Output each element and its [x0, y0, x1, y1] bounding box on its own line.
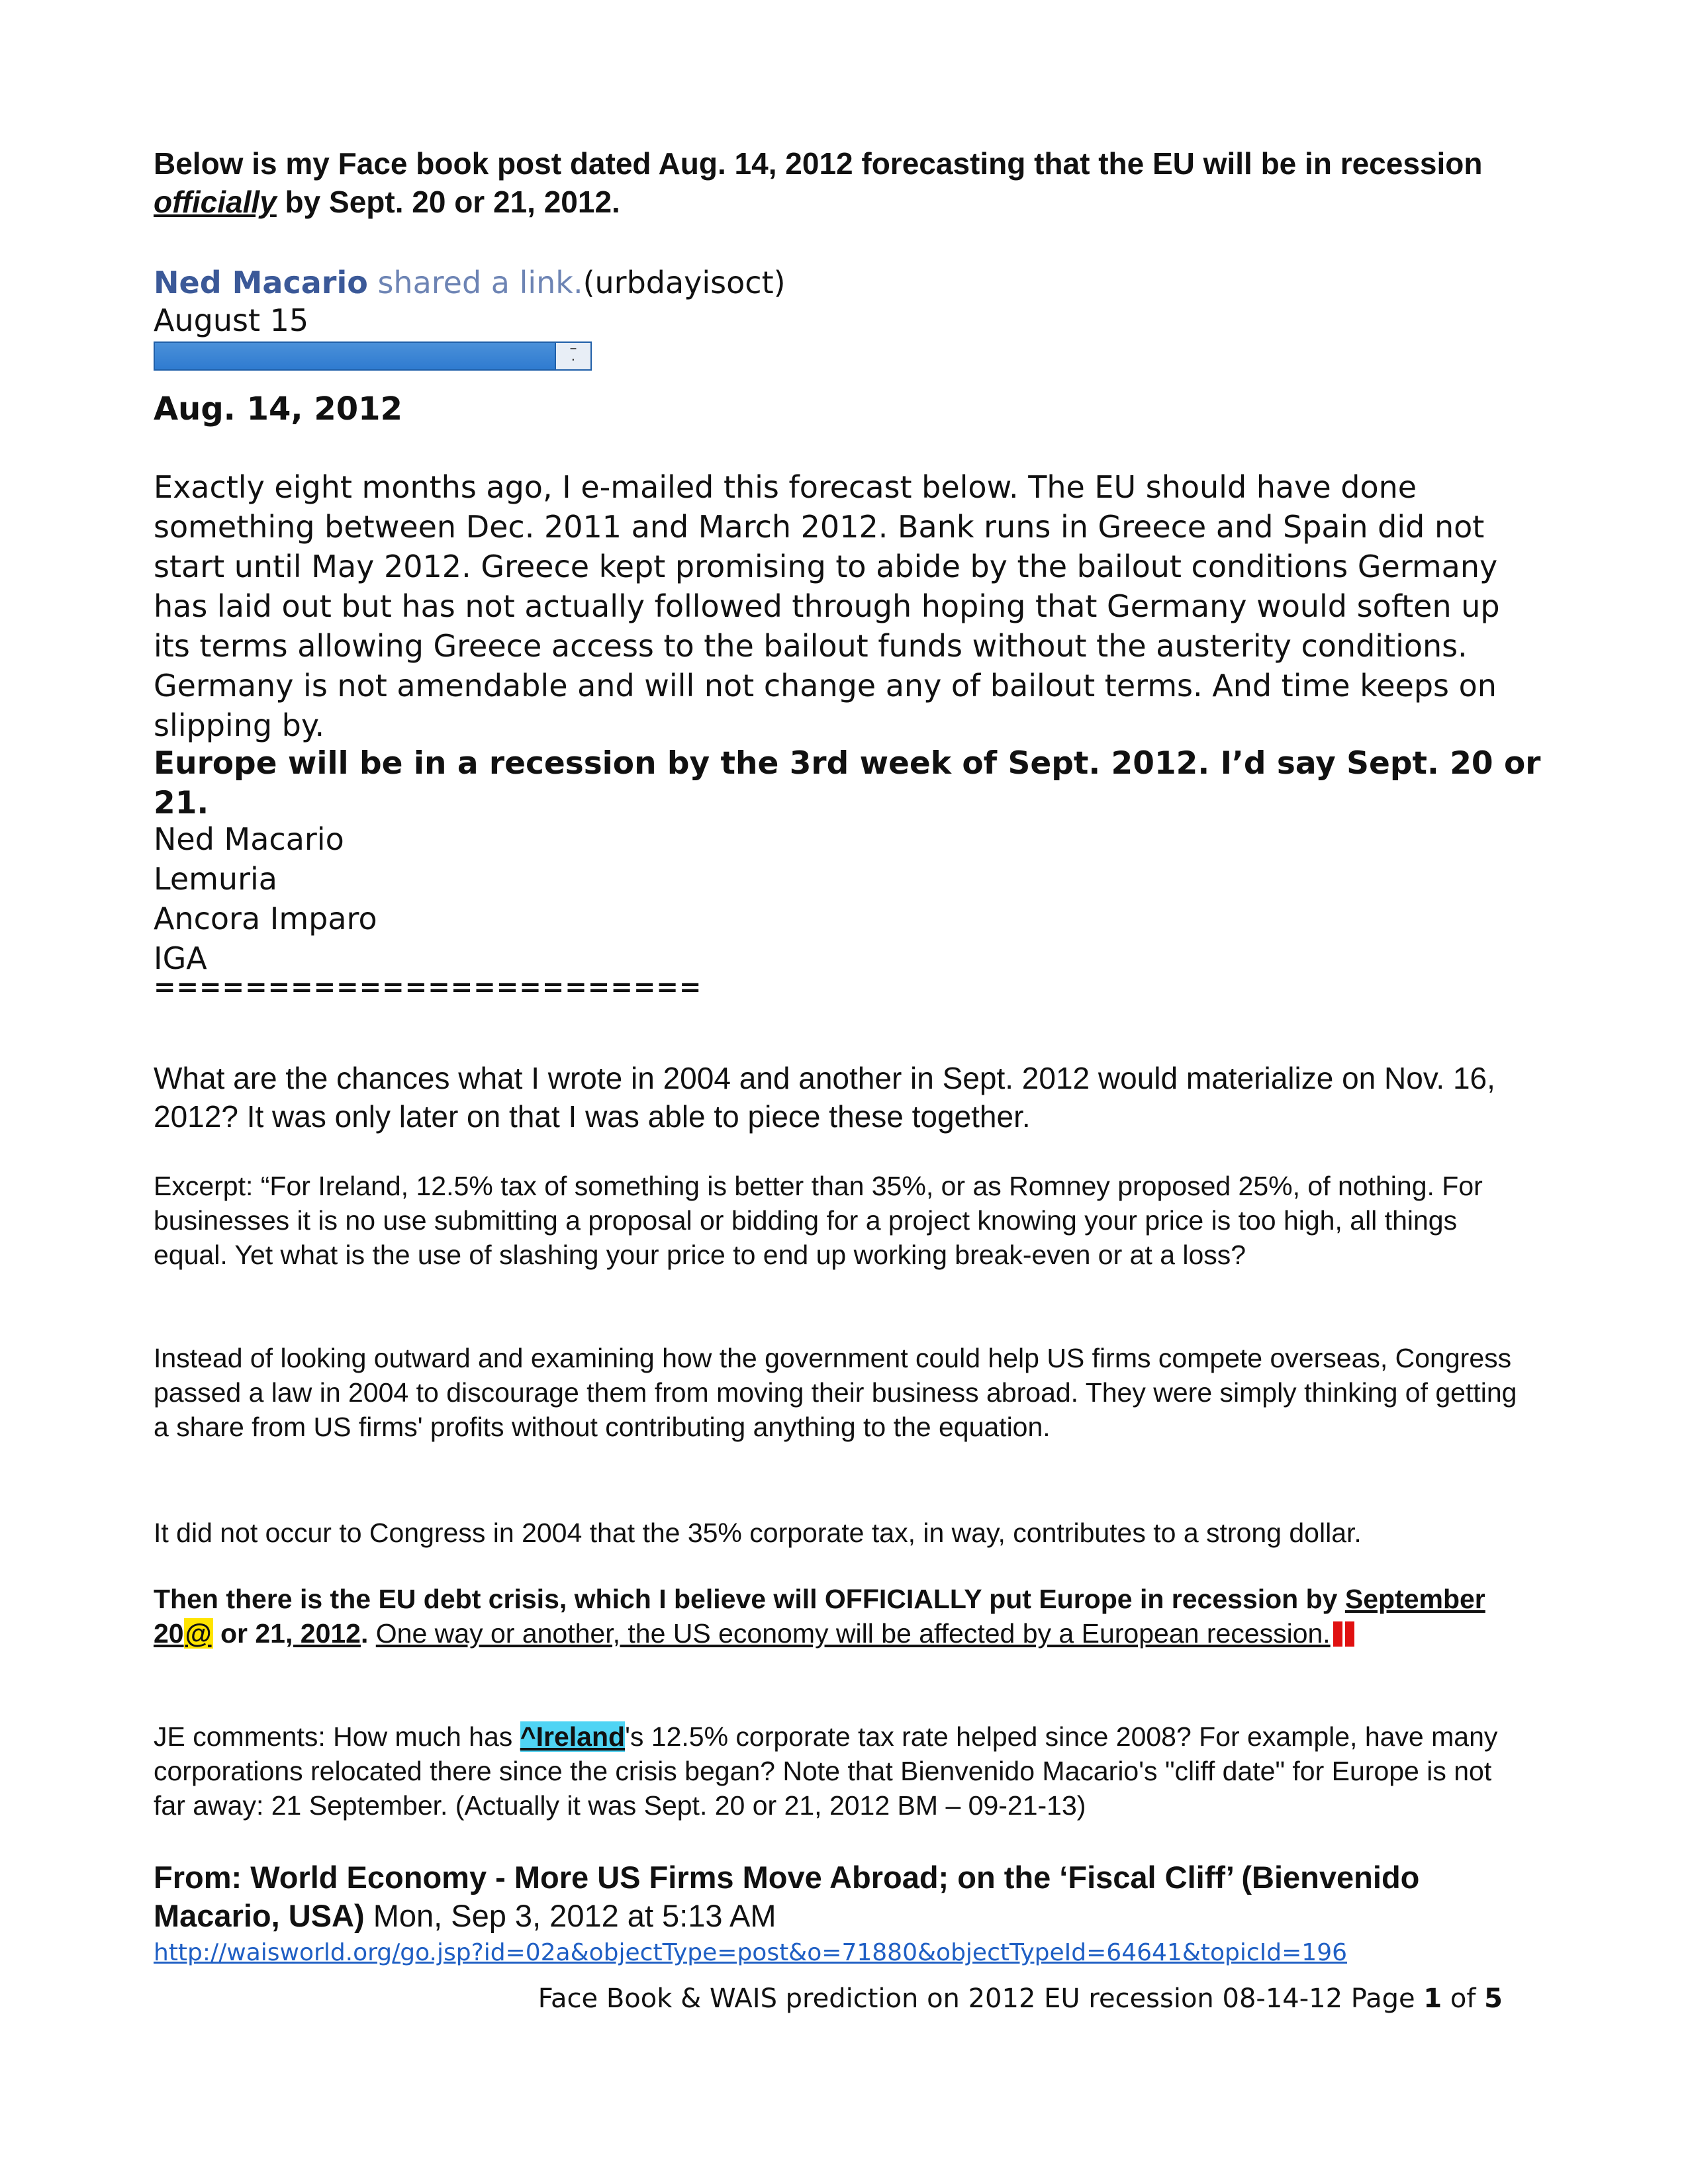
- facebook-author-link[interactable]: Ned Macario: [154, 265, 368, 300]
- page-footer: [538, 1981, 1503, 2016]
- facebook-post-body: [154, 467, 1537, 745]
- signature-line: Ancora Imparo: [154, 901, 377, 936]
- facebook-post-header: [154, 263, 1530, 302]
- source-date: Mon, Sep 3, 2012 at 5:13 AM: [364, 1898, 776, 1933]
- signature-block: [154, 819, 1530, 978]
- recession-date-1: September 20: [154, 1584, 1485, 1649]
- intro-text-1: Below is my Face book post dated Aug. 14, 2012 forecasting that the EU will be in recession: [154, 146, 1483, 181]
- excerpt-paragraph-4: [154, 1582, 1530, 1651]
- signature-line: Ned Macario: [154, 821, 344, 857]
- footer-text: Face Book & WAIS prediction on 2012 EU recession 08-14-12 Page: [538, 1983, 1424, 2014]
- je-comments-intro: JE comments: How much has: [154, 1721, 520, 1752]
- recession-date-2: , 2012: [285, 1618, 361, 1649]
- spinner-arrows-icon[interactable]: – ⋅: [555, 343, 590, 369]
- post-date-heading: Aug. 14, 2012: [154, 390, 402, 428]
- je-comments-text: 's 12.5% corporate tax rate helped since 2008? For example, have many corporations relocated there since the crisis began? Note that Bienvenido Macario's "cliff date" for Europe is not far away: 21 September. (Actually it was Sept. 20 or 21, 2012 BM – 09-21-13): [154, 1721, 1498, 1821]
- footer-page-number: 1: [1423, 1983, 1442, 2014]
- excerpt-paragraph-1: Excerpt: “For Ireland, 12.5% tax of something is better than 35%, or as Romney proposed 25%, of nothing. For businesses it is no use submitting a proposal or bidding for a project knowing your price is too high, all things equal. Yet what is the use of slashing your price to end up working break-even or at a loss?: [154, 1171, 1483, 1270]
- highlight-ireland: ^Ireland: [520, 1721, 626, 1752]
- facebook-post-date: August 15: [154, 302, 309, 338]
- facebook-shared-link[interactable]: shared a link.: [367, 265, 583, 300]
- privacy-selector-bar[interactable]: [154, 341, 592, 371]
- post-body-text: Exactly eight months ago, I e-mailed this forecast below. The EU should have done something between Dec. 2011 and March 2012. Bank runs in Greece and Spain did not start until May 2012. Greece kept promising to abide by the bailout conditions Germany has laid out but has not actually followed through hoping that Germany would soften up its terms allowing Greece access to the bailout funds without the austerity conditions. Germany is not amendable and will not change any of bailout terms. And time keeps on slipping by.: [154, 469, 1500, 743]
- recession-claim: Then there is the EU debt crisis, which I believe will OFFICIALLY put Europe in recession by: [154, 1584, 1345, 1614]
- facebook-tag: (urbdayisoct): [583, 265, 786, 300]
- question-paragraph: What are the chances what I wrote in 2004 and another in Sept. 2012 would materialize on Nov. 16, 2012? It was only later on that I was able to piece these together.: [154, 1061, 1495, 1134]
- source-line: [154, 1858, 1530, 1935]
- je-comments: [154, 1719, 1530, 1823]
- intro-text-2: by Sept. 20 or 21, 2012.: [276, 185, 620, 219]
- forecast-statement: Europe will be in a recession by the 3rd week of Sept. 2012. I’d say Sept. 20 or 21.: [154, 745, 1541, 821]
- footer-page-total: 5: [1484, 1983, 1503, 2014]
- source-title: From: World Economy - More US Firms Move Abroad; on the ‘Fiscal Cliff’ (Bienvenido Macario, USA): [154, 1860, 1420, 1933]
- excerpt-paragraph-3: It did not occur to Congress in 2004 that the 35% corporate tax, in way, contributes to a strong dollar.: [154, 1518, 1362, 1548]
- signature-line: IGA: [154, 940, 207, 976]
- highlight-at-mark: @: [185, 1618, 212, 1649]
- excerpt-paragraph-2: Instead of looking outward and examining how the government could help US firms compete overseas, Congress passed a law in 2004 to discourage them from moving their business abroad. They were simply thinking of getting a share from US firms' profits without contributing anything to the equation.: [154, 1343, 1517, 1442]
- red-mark-icon: [1333, 1621, 1342, 1647]
- recession-or-21: or 21: [212, 1618, 285, 1649]
- intro-emphasis: officially: [154, 185, 277, 219]
- red-mark-icon: [1345, 1621, 1354, 1647]
- recession-consequence: One way or another, the US economy will be affected by a European recession.: [375, 1618, 1331, 1649]
- footer-of: of: [1442, 1983, 1485, 2014]
- separator-line: ========================: [154, 972, 702, 1003]
- signature-line: Lemuria: [154, 861, 277, 897]
- source-url-link[interactable]: http://waisworld.org/go.jsp?id=02a&objectType=post&o=71880&objectTypeId=64641&topicId=196: [154, 1939, 1348, 1966]
- intro-heading: [154, 144, 1530, 221]
- recession-period: .: [360, 1618, 376, 1649]
